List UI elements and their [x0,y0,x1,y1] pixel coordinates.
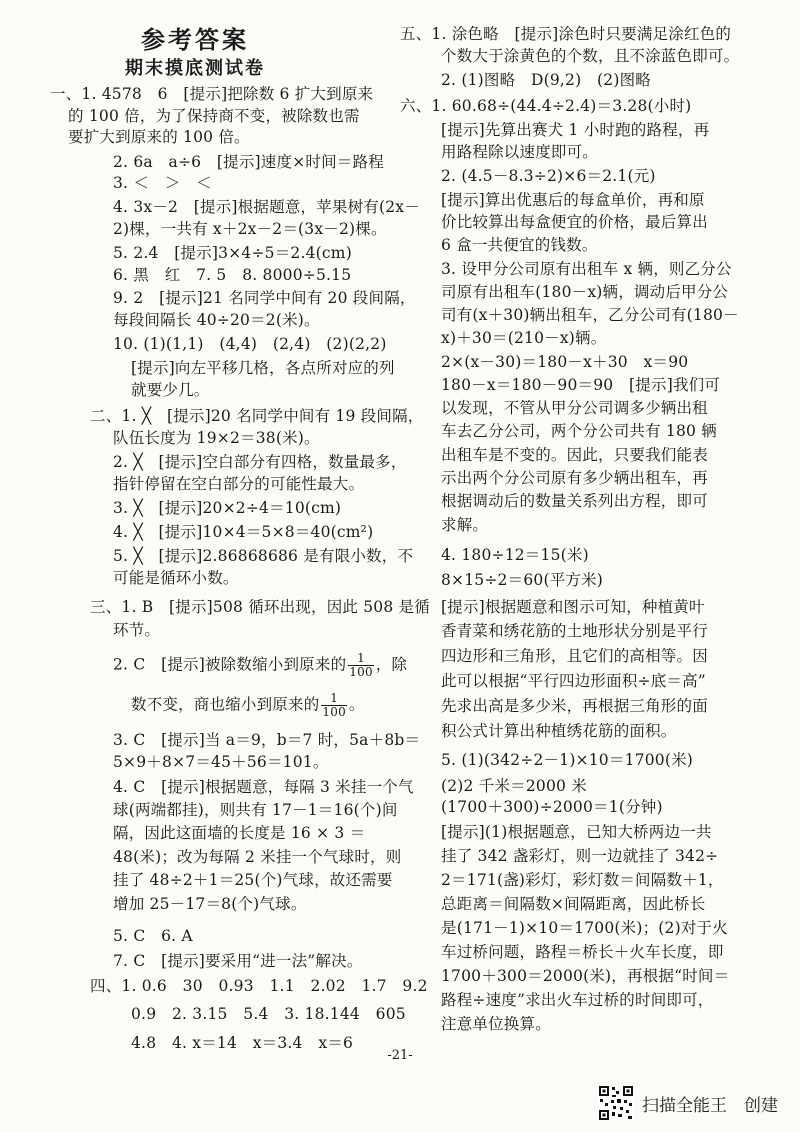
answer-line: 司原有出租车(180－x)辆，调动后甲分公 [441,283,729,301]
fraction-denominator: 100 [349,665,373,679]
page-subtitle: 期末摸底测试卷 [125,58,265,79]
answer-line: 9. 2 [提示]21 名同学中间有 20 段间隔， [113,289,416,307]
answer-line: 二、1. ╳ [提示]20 名同学中间有 19 段间隔， [90,407,424,425]
answer-line: 2. (1)图略 D(9,2) (2)图略 [441,71,651,89]
answer-line: 3. ╳ [提示]20×2÷4＝10(cm) [113,499,342,517]
answer-line: 司有(x＋30)辆出租车，乙分公司有(180－ [441,306,739,324]
answer-line: 四边形和三角形，且它们的高相等。因 [441,647,708,665]
answer-line: [提示]根据题意和图示可知，种植黄叶 [441,598,705,616]
answer-line: 路程÷速度”求出火车过桥的时间即可， [441,991,714,1009]
page-title: 参考答案 [141,26,249,54]
answer-line: 车过桥问题，路程＝桥长＋火车长度，即 [441,943,724,961]
answer-line: 6. 黑 红 7. 5 8. 8000÷5.15 [113,266,352,284]
fraction-denominator: 100 [322,705,346,719]
answer-line: 2. ╳ [提示]空白部分有四格，数量最多， [113,453,407,471]
answer-line: 增加 25－17＝8(个)气球。 [113,895,307,913]
answer-line: [提示]向左平移几格，各点所对应的列 [131,359,395,377]
answer-line: 指针停留在空白部分的可能性最大。 [113,475,365,493]
fraction-numerator: 1 [321,692,347,706]
answer-line: 每段间隔长 40÷20＝2(米)。 [113,311,320,329]
answer-line: 挂了 48÷2＋1＝25(个)气球，故还需要 [113,871,393,889]
qr-code-icon [598,1085,634,1121]
answer-line-fraction-1 [113,652,407,679]
answer-line: 用路程除以速度即可。 [441,143,599,161]
answer-line: 队伍长度为 19×2＝38(米)。 [113,429,320,447]
answer-line: 5. ╳ [提示]2.86868686 是有限小数，不 [113,547,414,565]
answer-line: 2)棵，一共有 x＋2x－2＝(3x－2)棵。 [113,220,387,238]
answer-line: 价比较算出每盒便宜的价格，最后算出 [441,213,708,231]
answer-line: 3. ＜ ＞ ＜ [113,174,212,192]
answer-line: [提示]先算出赛犬 1 小时跑的路程，再 [441,121,710,139]
answer-line: 可能是循环小数。 [113,569,239,587]
answer-line: 总距离＝间隔数×间隔距离，因此桥长 [441,895,706,913]
answer-line: 四、1. 0.6 30 0.93 1.1 2.02 1.7 9.2 [90,977,428,995]
fraction [321,692,347,719]
answer-line: 7. C [提示]要采用“进一法”解决。 [113,952,363,970]
answer-line: 3. 设甲分公司原有出租车 x 辆，则乙分公 [441,260,732,278]
answer-line: 48(米)；改为每隔 2 米挂一个气球时，则 [113,848,402,866]
answer-line: [提示]算出优惠后的每盒单价，再和原 [441,191,705,209]
answer-line: 180－x＝180－90＝90 [提示]我们可 [441,376,721,394]
answer-line: 4. ╳ [提示]10×4＝5×8＝40(cm²) [113,523,374,541]
answer-line: 积公式计算出种植绣花筋的面积。 [441,722,677,740]
answer-line: (2)2 千米＝2000 米 [441,777,587,795]
answer-line: 三、1. B [提示]508 循环出现，因此 508 是循 [90,598,430,616]
answer-text: 数不变，商也缩小到原来的 [131,695,320,714]
answer-line: 0.9 2. 3.15 5.4 3. 18.144 605 [131,1005,406,1023]
answer-line: 6 盒一共便宜的钱数。 [441,236,598,254]
answer-line: 车去乙分公司，两个分公司共有 180 辆 [441,422,717,440]
answer-line: 10. (1)(1,1) (4,4) (2,4) (2)(2,2) [113,335,387,353]
answer-line: x)＋30＝(210－x)辆。 [441,329,607,347]
answer-line: 2×(x－30)＝180－x＋30 x＝90 [441,353,689,371]
answer-line: 要扩大到原来的 100 倍。 [68,128,250,146]
answer-line: 的 100 倍，为了保持商不变，被除数也需 [68,107,360,125]
answer-line: 示出两个分公司原有多少辆出租车，再 [441,469,708,487]
answer-line: 2. 6a a÷6 [提示]速度×时间＝路程 [113,153,384,171]
answer-line: 2＝171(盏)彩灯，彩灯数＝间隔数＋1， [441,871,724,889]
answer-line: 4. 3x－2 [提示]根据题意，苹果树有(2x－ [113,198,420,216]
answer-line: 注意单位换算。 [441,1015,551,1033]
answer-line: 此可以根据“平行四边形面积÷底＝高” [441,672,706,690]
answer-line: [提示](1)根据题意，已知大桥两边一共 [441,823,712,841]
fraction [348,652,374,679]
answer-line: 1700＋300＝2000(米)，再根据“时间＝ [441,967,730,985]
answer-line: 3. C [提示]当 a＝9，b＝7 时，5a＋8b＝ [113,731,421,749]
answer-line: 出租车是不变的。因此，只要我们能表 [441,446,708,464]
answer-line: 五、1. 涂色略 [提示]涂色时只要满足涂红色的 [400,25,732,43]
answer-line: 求解。 [441,516,489,534]
answer-line: 8×15÷2＝60(平方米) [441,571,604,589]
answer-line: 4. 180÷12＝15(米) [441,546,589,564]
fraction-numerator: 1 [348,652,374,666]
answer-line: 5. (1)(342÷2－1)×10＝1700(米) [441,751,694,769]
answer-line: 一、1. 4578 6 [提示]把除数 6 扩大到原来 [50,85,374,103]
answer-text: ，除 [375,655,408,674]
answer-text: 2. C [提示]被除数缩小到原来的 [113,655,347,674]
answer-line: 隔，因此这面墙的长度是 16 × 3 ＝ [113,824,366,842]
answer-line: 5. 2.4 [提示]3×4÷5＝2.4(cm) [113,244,352,262]
answer-line: 环节。 [113,621,161,639]
answer-line: 4.8 4. x＝14 x＝3.4 x＝6 [131,1034,354,1052]
answer-line: 香青菜和绣花筋的土地形状分别是平行 [441,622,708,640]
answer-line: 球(两端都挂)，则共有 17－1＝16(个)间 [113,801,398,819]
scanner-watermark: 扫描全能王 创建 [642,1096,778,1116]
answer-line: 2. (4.5－8.3÷2)×6＝2.1(元) [441,167,656,185]
answer-line: 先求出高是多少米，再根据三角形的面 [441,697,708,715]
answer-line: 是(171－1)×10＝1700(米)；(2)对于火 [441,919,728,937]
answer-line: 根据调动后的数量关系列出方程，即可 [441,492,708,510]
answer-line: 六、1. 60.68÷(44.4÷2.4)＝3.28(小时) [400,97,692,115]
answer-line-fraction-2 [131,692,365,719]
answer-line: 以发现，不管从甲分公司调多少辆出租 [441,399,708,417]
answer-line: 5. C 6. A [113,927,193,945]
answer-line: 5×9＋8×7＝45＋56＝101。 [113,753,329,771]
page-number: -21- [387,1048,413,1063]
answer-line: 个数大于涂黄色的个数，且不涂蓝色即可。 [441,47,740,65]
answer-line: 4. C [提示]根据题意，每隔 3 米挂一个气 [113,778,414,796]
answer-line: (1700＋300)÷2000＝1(分钟) [441,798,663,816]
answer-line: 挂了 342 盏彩灯，则一边就挂了 342÷ [441,847,719,865]
answer-line: 就要少几。 [131,381,210,399]
answer-text: 。 [348,695,365,714]
